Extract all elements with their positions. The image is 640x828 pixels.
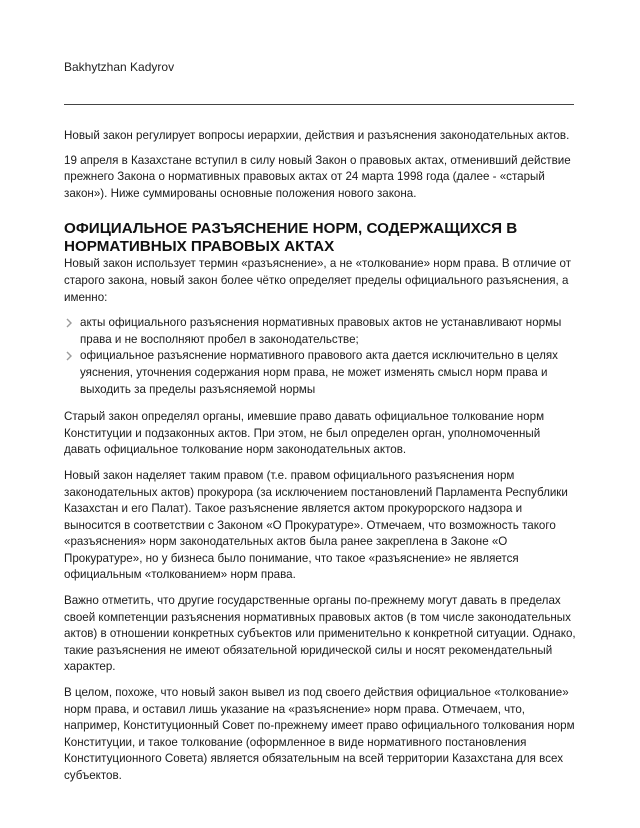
section-paragraph-1: Новый закон использует термин «разъяснение», а не «толкование» норм права. В отличие от старого закона, новый закон более чётко определяет пределы официального разъяснения, а именно: xyxy=(64,257,572,304)
list-item xyxy=(64,315,578,348)
bullet-list xyxy=(64,315,578,398)
section-paragraph-4: Важно отметить, что другие государственные органы по-прежнему могут давать в пределах своей компетенции разъяснения нормативных правовых актов (в том числе законодательных актов) в отношении конкретных субъектов или применительно к конкретной ситуации. Однако, такие разъяснения не имеют обязательной юридической силы и носят рекомендательный характер. xyxy=(64,594,576,674)
chevron-right-icon xyxy=(64,351,74,361)
article-body xyxy=(64,128,578,794)
list-item xyxy=(64,348,578,398)
author-name: Bakhytzhan Kadyrov xyxy=(64,60,175,74)
chevron-right-icon xyxy=(64,318,74,328)
list-item-text: официальное разъяснение нормативного правового акта дается исключительно в целях уяснения, уточнения содержания норм права, не может изменять смысл норм права и выходить за пределы разъясняемой нормы xyxy=(80,349,558,396)
list-item-text: акты официального разъяснения нормативных правовых актов не устанавливают нормы права и не восполняют пробел в законодательстве; xyxy=(80,316,562,346)
summary-paragraph: 19 апреля в Казахстане вступил в силу новый Закон о правовых актах, отменивший действие прежнего Закона о нормативных правовых актах от 24 марта 1998 года (далее - «старый закон»). Ниже суммированы основные положения нового закона. xyxy=(64,153,571,200)
section-heading: ОФИЦИАЛЬНОЕ РАЗЪЯСНЕНИЕ НОРМ, СОДЕРЖАЩИХСЯ В НОРМАТИВНЫХ ПРАВОВЫХ АКТАХ xyxy=(64,220,518,256)
header-divider xyxy=(64,104,574,105)
section-paragraph-5: В целом, похоже, что новый закон вывел из под своего действия официальное «толкование» норм права, и оставил лишь указание на «разъяснение» норм права. Отмечаем, что, например, Конституционный Совет по-прежнему имеет право официального толкования норм Конституции, и такое толкование (оформленное в виде нормативного постановления Конституционного Совета) является обязательным на всей территории Казахстана для всех субъектов. xyxy=(64,686,575,782)
section-paragraph-2: Старый закон определял органы, имевшие право давать официальное толкование норм Конституции и подзаконных актов. При этом, не был определен орган, уполномоченный давать официальное толкование норм законодательных актов. xyxy=(64,410,545,457)
section-paragraph-3: Новый закон наделяет таким правом (т.е. правом официального разъяснения норм законодательных актов) прокурора (за исключением постановлений Парламента Республики Казахстан и его Палат). Такое разъяснение является актом прокурорского надзора и выносится в соответствии с Законом «О Прокуратуре». Отмечаем, что возможность такого «разъяснения» норм законодательных актов была ранее закреплена в Законе «О Прокуратуре», но у бизнеса было понимание, что такое «разъяснение» не является официальным «толкованием» норм права. xyxy=(64,468,568,582)
lead-paragraph: Новый закон регулирует вопросы иерархии, действия и разъяснения законодательных актов. xyxy=(64,129,570,142)
